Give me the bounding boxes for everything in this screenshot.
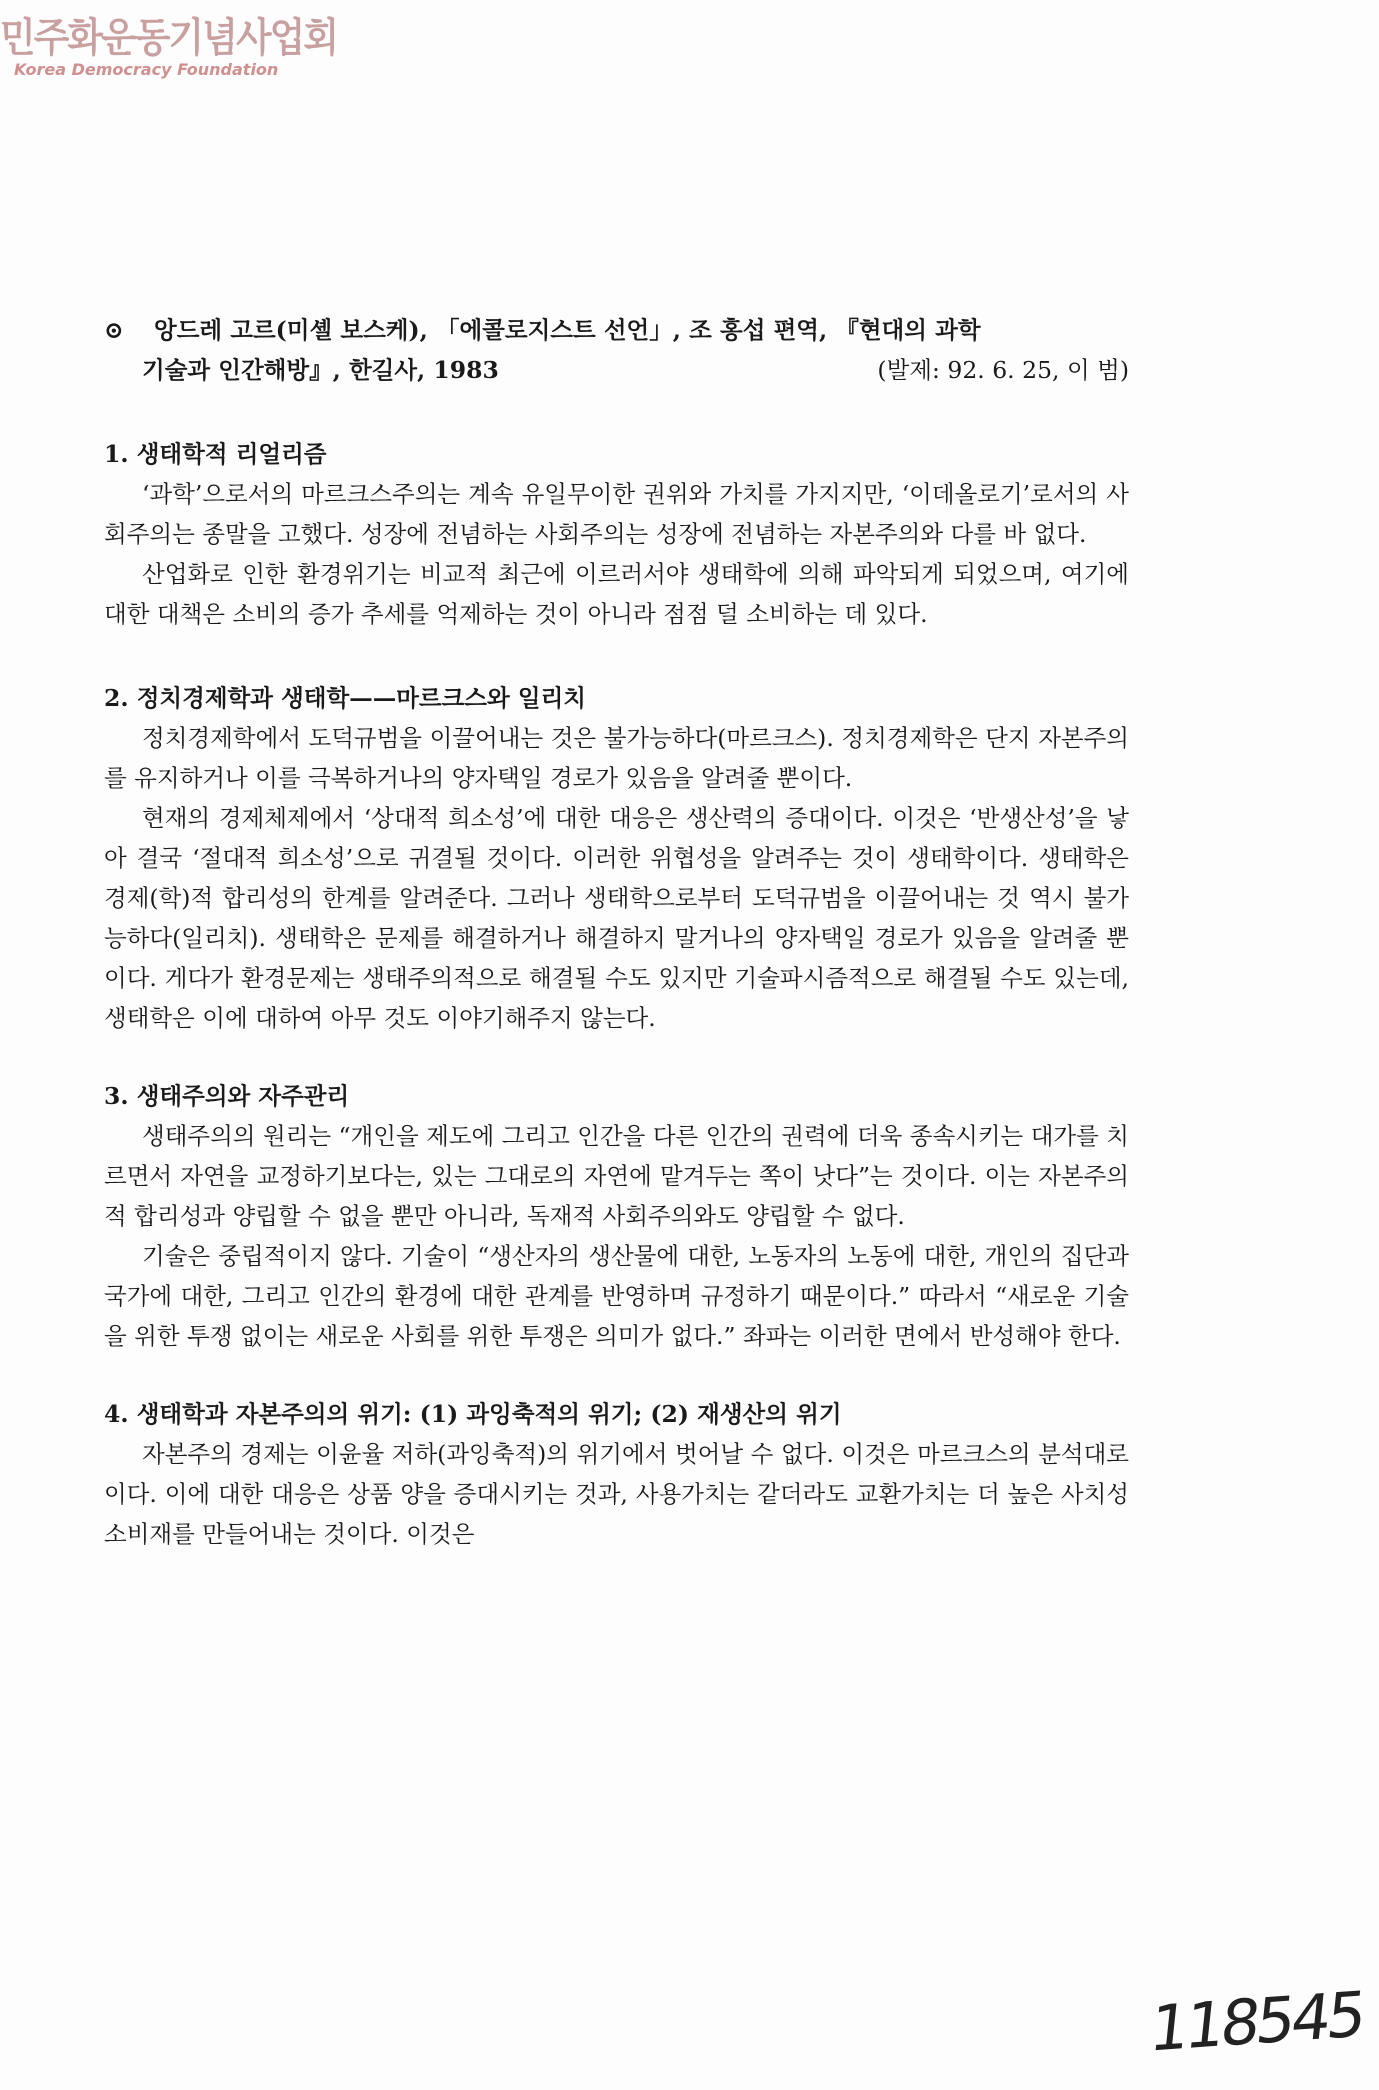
paragraph: 생태주의의 원리는 “개인을 제도에 그리고 인간을 다른 인간의 권력에 더욱 종속시키는 대가를 치르면서 자연을 교정하기보다는, 있는 그대로의 자연에 맡겨두는 쪽이 낫다”는 것이다. 이는 자본주의적 합리성과 양립할 수 없을 뿐만 아니라, 독재적 사회주의와도 양립할 수 없다.	[104, 1122, 1129, 1230]
paragraph: 현재의 경제체제에서 ‘상대적 희소성’에 대한 대응은 생산력의 증대이다. 이것은 ‘반생산성’을 낳아 결국 ‘절대적 희소성’으로 귀결될 것이다. 이러한 위협성을 알려주는 것이 생태학이다. 생태학은 경제(학)적 합리성의 한계를 알려준다. 그러나 생태학으로부터 도덕규범을 이끌어내는 것 역시 불가능하다(일리치). 생태학은 문제를 해결하거나 해결하지 말거나의 양자택일 경로가 있음을 알려줄 뿐이다. 게다가 환경문제는 생태주의적으로 해결될 수도 있지만 기술파시즘적으로 해결될 수도 있는데, 생태학은 이에 대하여 아무 것도 이야기해주지 않는다.	[104, 804, 1129, 1032]
section-4	[104, 1394, 1129, 1554]
section-heading: 3. 생태주의와 자주관리	[104, 1082, 350, 1110]
section-heading: 4. 생태학과 자본주의의 위기: (1) 과잉축적의 위기; (2) 재생산의 위기	[104, 1400, 842, 1428]
spacer	[104, 634, 1129, 678]
spacer	[104, 1356, 1129, 1394]
citation-line-2	[104, 350, 1129, 390]
document-body	[104, 310, 1129, 1554]
presentation-info: (발제: 92. 6. 25, 이 범)	[877, 356, 1129, 384]
circled-dot-icon: ⊙	[104, 316, 124, 344]
section-3	[104, 1076, 1129, 1356]
section-heading: 2. 정치경제학과 생태학——마르크스와 일리치	[104, 684, 586, 712]
citation-text-2: 기술과 인간해방』, 한길사, 1983	[142, 356, 499, 384]
handwritten-document-number: 118545	[1146, 1977, 1367, 2066]
paragraph: 자본주의 경제는 이윤율 저하(과잉축적)의 위기에서 벗어날 수 없다. 이것은 마르크스의 분석대로이다. 이에 대한 대응은 상품 양을 증대시키는 것과, 사용가치는 같더라도 교환가치는 더 높은 사치성 소비재를 만들어내는 것이다. 이것은	[104, 1440, 1129, 1548]
citation-text-1: 앙드레 고르(미셸 보스케), 「에콜로지스트 선언」, 조 홍섭 편역, 『현대의 과학	[154, 316, 981, 344]
foundation-logo	[0, 15, 366, 79]
logo-korean-text: 민주화운동기념사업회	[0, 15, 338, 61]
paragraph: 산업화로 인한 환경위기는 비교적 최근에 이르러서야 생태학에 의해 파악되게 되었으며, 여기에 대한 대책은 소비의 증가 추세를 억제하는 것이 아니라 점점 덜 소비하는 데 있다.	[104, 560, 1129, 628]
section-1	[104, 434, 1129, 634]
spacer	[104, 390, 1129, 434]
paragraph: ‘과학’으로서의 마르크스주의는 계속 유일무이한 권위와 가치를 가지지만, ‘이데올로기’로서의 사회주의는 종말을 고했다. 성장에 전념하는 사회주의는 성장에 전념하는 자본주의와 다를 바 없다.	[104, 480, 1129, 548]
paragraph: 정치경제학에서 도덕규범을 이끌어내는 것은 불가능하다(마르크스). 정치경제학은 단지 자본주의를 유지하거나 이를 극복하거나의 양자택일 경로가 있음을 알려줄 뿐이다.	[104, 724, 1129, 792]
section-2	[104, 678, 1129, 1038]
paragraph: 기술은 중립적이지 않다. 기술이 “생산자의 생산물에 대한, 노동자의 노동에 대한, 개인의 집단과 국가에 대한, 그리고 인간의 환경에 대한 관계를 반영하며 규정하기 때문이다.” 따라서 “새로운 기술을 위한 투쟁 없이는 새로운 사회를 위한 투쟁은 의미가 없다.” 좌파는 이러한 면에서 반성해야 한다.	[104, 1242, 1129, 1350]
section-heading: 1. 생태학적 리얼리즘	[104, 440, 327, 468]
citation-line-1	[104, 310, 1129, 350]
logo-english-text: Korea Democracy Foundation	[14, 60, 279, 79]
spacer	[104, 1038, 1129, 1076]
